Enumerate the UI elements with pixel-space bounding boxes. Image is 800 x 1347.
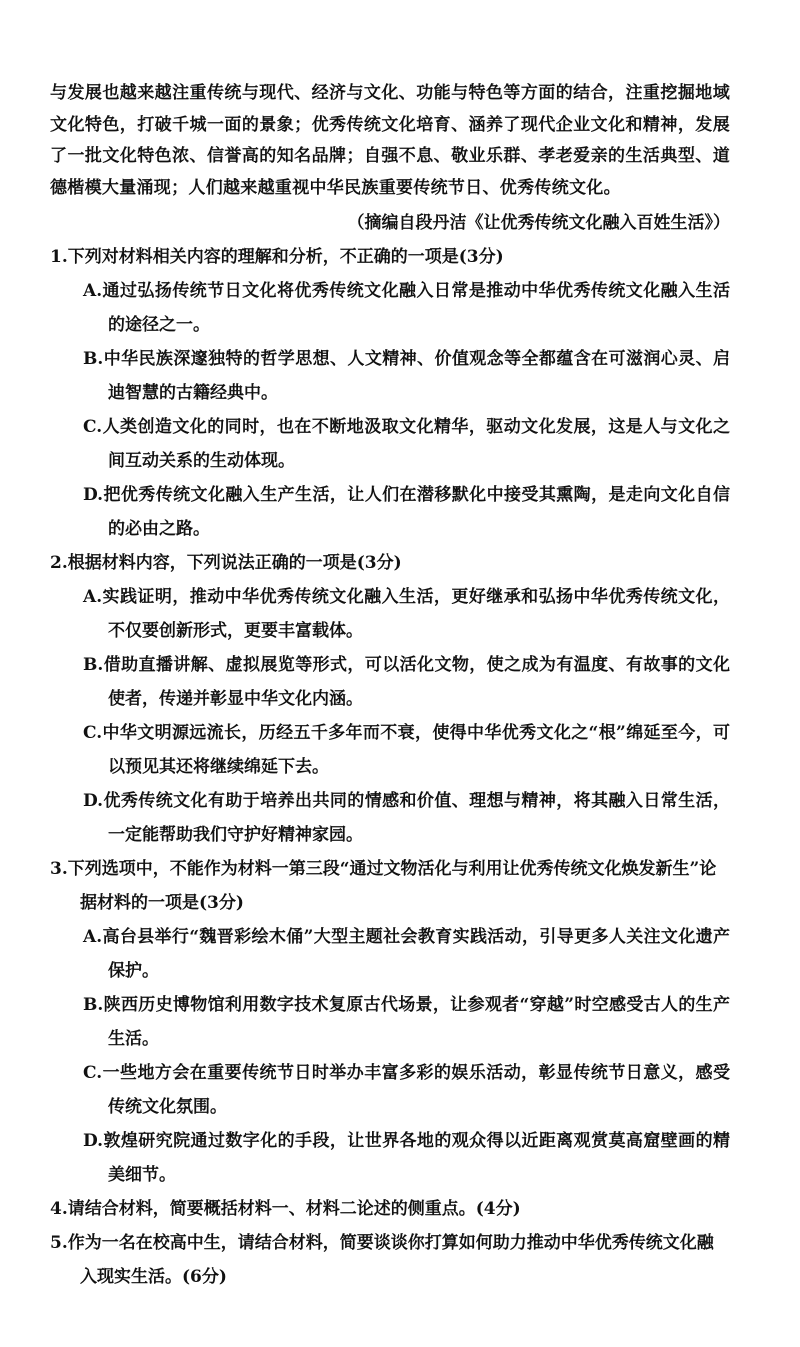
question-stem: 1.下列对材料相关内容的理解和分析，不正确的一项是(3分) (50, 247, 504, 267)
option-c: C.一些地方会在重要传统节日时举办丰富多彩的娱乐活动，彰显传统节日意义，感受传统文化氛围。 (83, 1063, 730, 1117)
option-c: C.中华文明源远流长，历经五千多年而不衰，使得中华优秀文化之“根”绵延至今，可以预见其还将继续绵延下去。 (83, 723, 730, 777)
option-a: A.通过弘扬传统节日文化将优秀传统文化融入日常是推动中华优秀传统文化融入生活的途径之一。 (83, 281, 730, 335)
question-3 (50, 852, 730, 1192)
question-1 (50, 240, 730, 546)
question-stem: 4.请结合材料，简要概括材料一、材料二论述的侧重点。(4分) (50, 1199, 521, 1219)
question-4 (50, 1192, 730, 1226)
passage-paragraph: 与发展也越来越注重传统与现代、经济与文化、功能与特色等方面的结合，注重挖掘地域文化特色，打破千城一面的景象；优秀传统文化培育、涵养了现代企业文化和精神，发展了一批文化特色浓、信誉高的知名品牌；自强不息、敬业乐群、孝老爱亲的生活典型、道德楷模大量涌现；人们越来越重视中华民族重要传统节日、优秀传统文化。 (50, 83, 730, 198)
question-stem: 3.下列选项中，不能作为材料一第三段“通过文物活化与利用让优秀传统文化焕发新生”论据材料的一项是(3分) (50, 859, 717, 913)
question-2 (50, 546, 730, 852)
option-a: A.实践证明，推动中华优秀传统文化融入生活，更好继承和弘扬中华优秀传统文化，不仅要创新形式，更要丰富载体。 (83, 587, 730, 641)
option-b: B.陕西历史博物馆利用数字技术复原古代场景，让参观者“穿越”时空感受古人的生产生活。 (83, 995, 730, 1049)
source-citation: （摘编自段丹洁《让优秀传统文化融入百姓生活》） (347, 213, 730, 233)
option-d: D.敦煌研究院通过数字化的手段，让世界各地的观众得以近距离观赏莫高窟壁画的精美细节。 (83, 1131, 730, 1185)
option-d: D.把优秀传统文化融入生产生活，让人们在潜移默化中接受其熏陶，是走向文化自信的必由之路。 (83, 485, 730, 539)
question-stem: 5.作为一名在校高中生，请结合材料，简要谈谈你打算如何助力推动中华优秀传统文化融入现实生活。(6分) (50, 1233, 714, 1287)
option-a: A.高台县举行“魏晋彩绘木俑”大型主题社会教育实践活动，引导更多人关注文化遗产保护。 (83, 927, 730, 981)
question-5 (50, 1226, 730, 1294)
option-b: B.借助直播讲解、虚拟展览等形式，可以活化文物，使之成为有温度、有故事的文化使者，传递并彰显中华文化内涵。 (83, 655, 730, 709)
option-d: D.优秀传统文化有助于培养出共同的情感和价值、理想与精神，将其融入日常生活，一定能帮助我们守护好精神家园。 (83, 791, 730, 845)
option-c: C.人类创造文化的同时，也在不断地汲取文化精华，驱动文化发展，这是人与文化之间互动关系的生动体现。 (83, 417, 730, 471)
question-stem: 2.根据材料内容，下列说法正确的一项是(3分) (50, 553, 402, 573)
option-b: B.中华民族深邃独特的哲学思想、人文精神、价值观念等全都蕴含在可滋润心灵、启迪智慧的古籍经典中。 (83, 349, 730, 403)
